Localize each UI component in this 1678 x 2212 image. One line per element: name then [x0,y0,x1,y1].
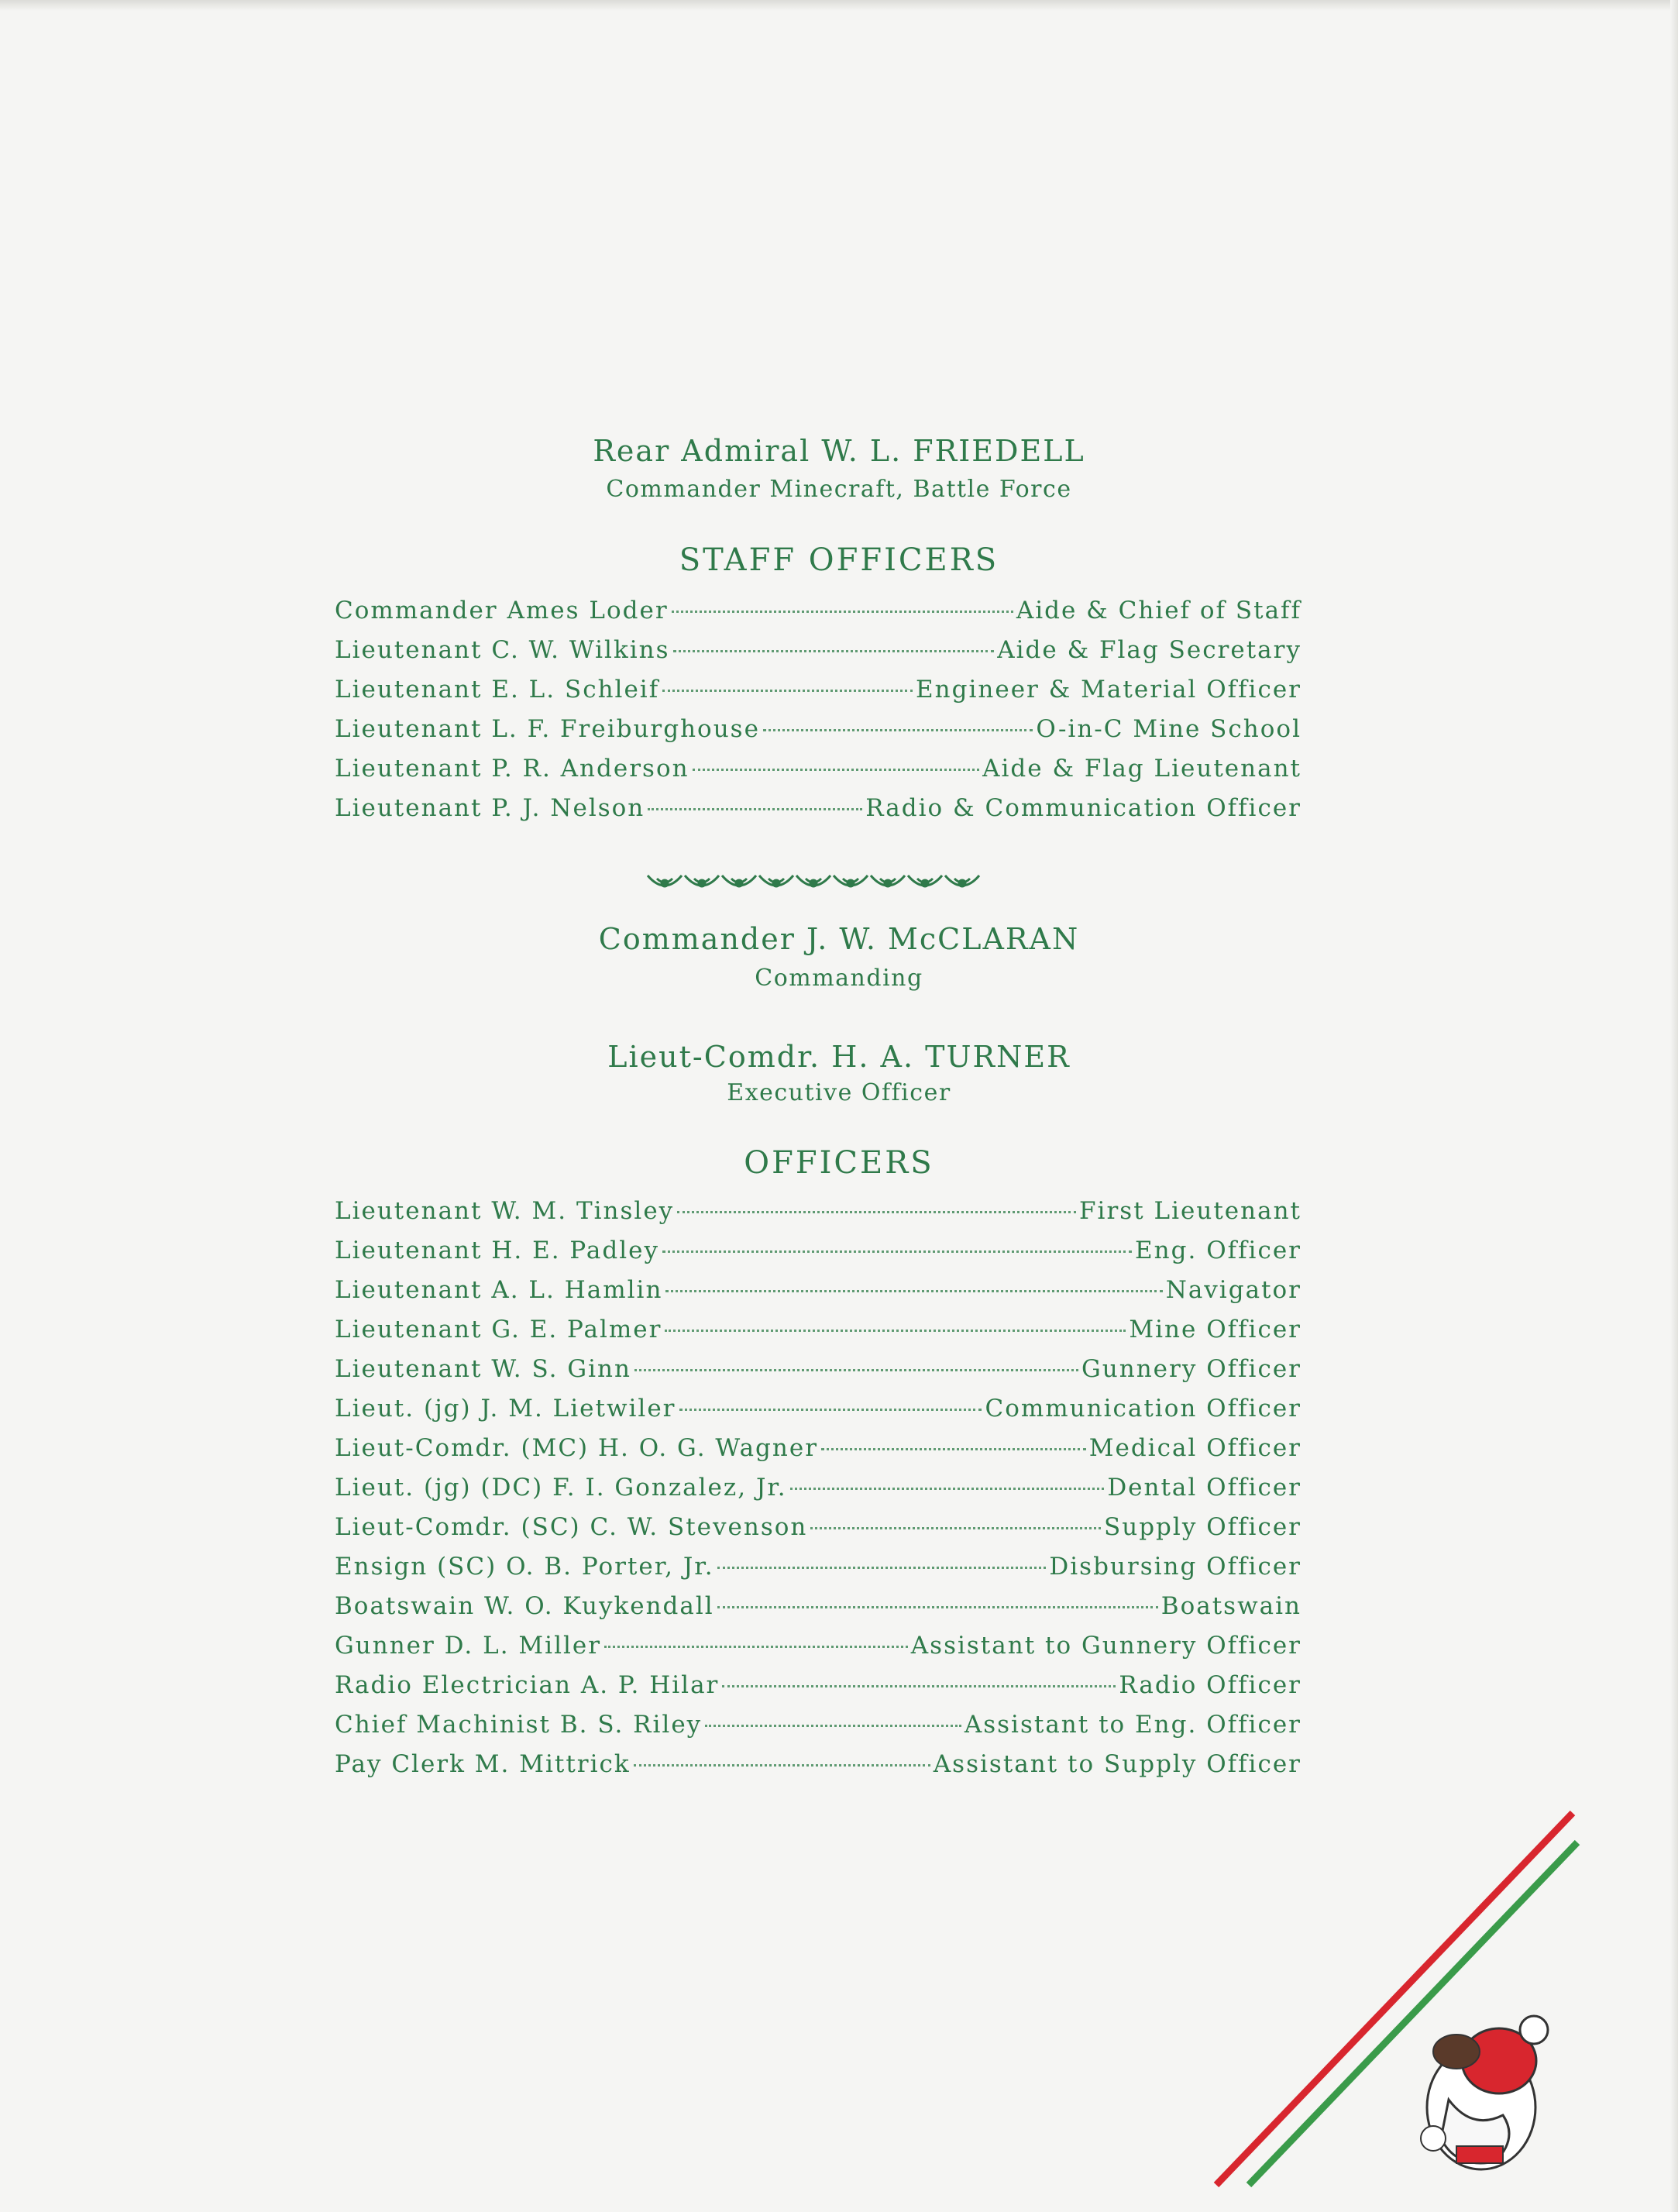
officer-role: Aide & Flag Lieutenant [982,755,1301,783]
officer-role: Boatswain [1161,1592,1301,1620]
officer-name: Lieut-Comdr. (SC) C. W. Stevenson [335,1513,808,1541]
roster-row [335,1434,1301,1474]
dot-leader [717,1606,1158,1608]
dot-leader [662,1250,1132,1253]
officer-name: Lieut. (jg) (DC) F. I. Gonzalez, Jr. [335,1474,787,1502]
roster-row [335,1671,1301,1711]
ornament-dot [810,880,817,886]
dot-leader [673,650,995,652]
roster-row [335,715,1301,755]
officer-role: Communication Officer [985,1395,1301,1422]
ornament-dot [736,880,742,886]
officer-name: Boatswain W. O. Kuykendall [335,1592,714,1620]
officer-role: Eng. Officer [1135,1237,1301,1264]
ornament-dot [699,880,705,886]
roster-row [335,755,1301,794]
officer-name: Lieutenant H. E. Padley [335,1237,659,1264]
ornament-dot [922,880,928,886]
officer-name: Gunner D. L. Miller [335,1632,602,1660]
officer-role: First Lieutenant [1079,1197,1301,1225]
officer-role: Assistant to Gunnery Officer [910,1632,1301,1660]
officer-name: Lieutenant W. M. Tinsley [335,1197,675,1225]
officer-name: Lieut. (jg) J. M. Lietwiler [335,1395,676,1422]
dot-leader [821,1448,1086,1450]
dot-leader [665,1290,1162,1292]
ornament-dot [959,880,965,886]
officer-name: Lieutenant A. L. Hamlin [335,1276,663,1304]
officer-role: Gunnery Officer [1081,1355,1301,1383]
torn-top-edge [0,0,1678,11]
officer-role: Supply Officer [1104,1513,1301,1541]
santa-claus-icon [1421,2016,1548,2169]
commanding-officer-name: Commander J. W. McCLARAN [598,922,1080,956]
dot-leader [717,1567,1047,1569]
officer-role: Assistant to Eng. Officer [964,1711,1301,1739]
ornament-dot [885,880,891,886]
dot-leader [665,1330,1126,1332]
roster-row [335,1237,1301,1276]
dot-leader [790,1488,1105,1490]
scalloped-ornament-divider [0,866,1678,897]
officer-name: Lieutenant C. W. Wilkins [335,636,670,664]
roster-row [335,1750,1301,1790]
commanding-officer-title: Commanding [755,965,923,992]
officer-role: Engineer & Material Officer [916,676,1301,704]
roster-row [335,1553,1301,1592]
roster-row [335,1276,1301,1316]
officers-heading: OFFICERS [744,1145,934,1181]
dot-leader [677,1211,1076,1213]
dot-leader [662,690,913,692]
roster-row [335,676,1301,715]
officer-role: Medical Officer [1088,1434,1301,1462]
officer-name: Lieutenant P. J. Nelson [335,794,645,822]
officer-name: Chief Machinist B. S. Riley [335,1711,703,1739]
ornament-dot [773,880,779,886]
roster-row [335,1197,1301,1237]
dot-leader [705,1725,961,1727]
admiral-title: Commander Minecraft, Battle Force [606,476,1072,503]
santa-corner-illustration [1201,1805,1588,2193]
officer-name: Radio Electrician A. P. Hilar [335,1671,720,1699]
officer-name: Lieutenant L. F. Freiburghouse [335,715,760,743]
dot-leader [634,1369,1078,1371]
roster-row [335,1513,1301,1553]
executive-officer-title: Executive Officer [727,1079,951,1106]
roster-row [335,1632,1301,1671]
officer-role: Navigator [1165,1276,1301,1304]
admiral-name: Rear Admiral W. L. FRIEDELL [593,434,1085,468]
officers-list [335,1197,1301,1790]
roster-row [335,597,1301,636]
officer-role: O-in-C Mine School [1036,715,1301,743]
dot-leader [722,1685,1116,1687]
officer-role: Dental Officer [1107,1474,1301,1502]
dot-leader [604,1646,908,1648]
roster-row [335,1355,1301,1395]
dot-leader [679,1409,982,1411]
roster-row [335,794,1301,834]
officer-role: Aide & Chief of Staff [1016,597,1301,624]
dot-leader [634,1764,930,1767]
officer-name: Commander Ames Loder [335,597,669,624]
ornament-dot [848,880,854,886]
staff-officers-list [335,597,1301,834]
officer-name: Ensign (SC) O. B. Porter, Jr. [335,1553,714,1581]
officer-role: Disbursing Officer [1049,1553,1301,1581]
executive-officer-name: Lieut-Comdr. H. A. TURNER [607,1040,1071,1074]
dot-leader [693,769,980,771]
officer-role: Radio Officer [1119,1671,1301,1699]
dot-leader [810,1527,1101,1529]
dot-leader [648,808,862,810]
officer-name: Lieutenant P. R. Anderson [335,755,689,783]
officer-name: Lieutenant W. S. Ginn [335,1355,631,1383]
roster-row [335,1711,1301,1750]
officer-name: Lieutenant G. E. Palmer [335,1316,662,1343]
roster-row [335,1474,1301,1513]
officer-name: Lieut-Comdr. (MC) H. O. G. Wagner [335,1434,819,1462]
dot-leader [672,611,1013,613]
staff-officers-heading: STAFF OFFICERS [679,542,999,578]
roster-row [335,1592,1301,1632]
officer-name: Pay Clerk M. Mittrick [335,1750,631,1778]
officer-role: Mine Officer [1129,1316,1301,1343]
officer-name: Lieutenant E. L. Schleif [335,676,660,704]
ornament-dot [662,880,668,886]
roster-row [335,1395,1301,1434]
officer-role: Radio & Communication Officer [865,794,1301,822]
roster-row [335,636,1301,676]
officer-role: Aide & Flag Secretary [997,636,1301,664]
roster-row [335,1316,1301,1355]
officer-role: Assistant to Supply Officer [933,1750,1301,1778]
dot-leader [763,729,1033,731]
